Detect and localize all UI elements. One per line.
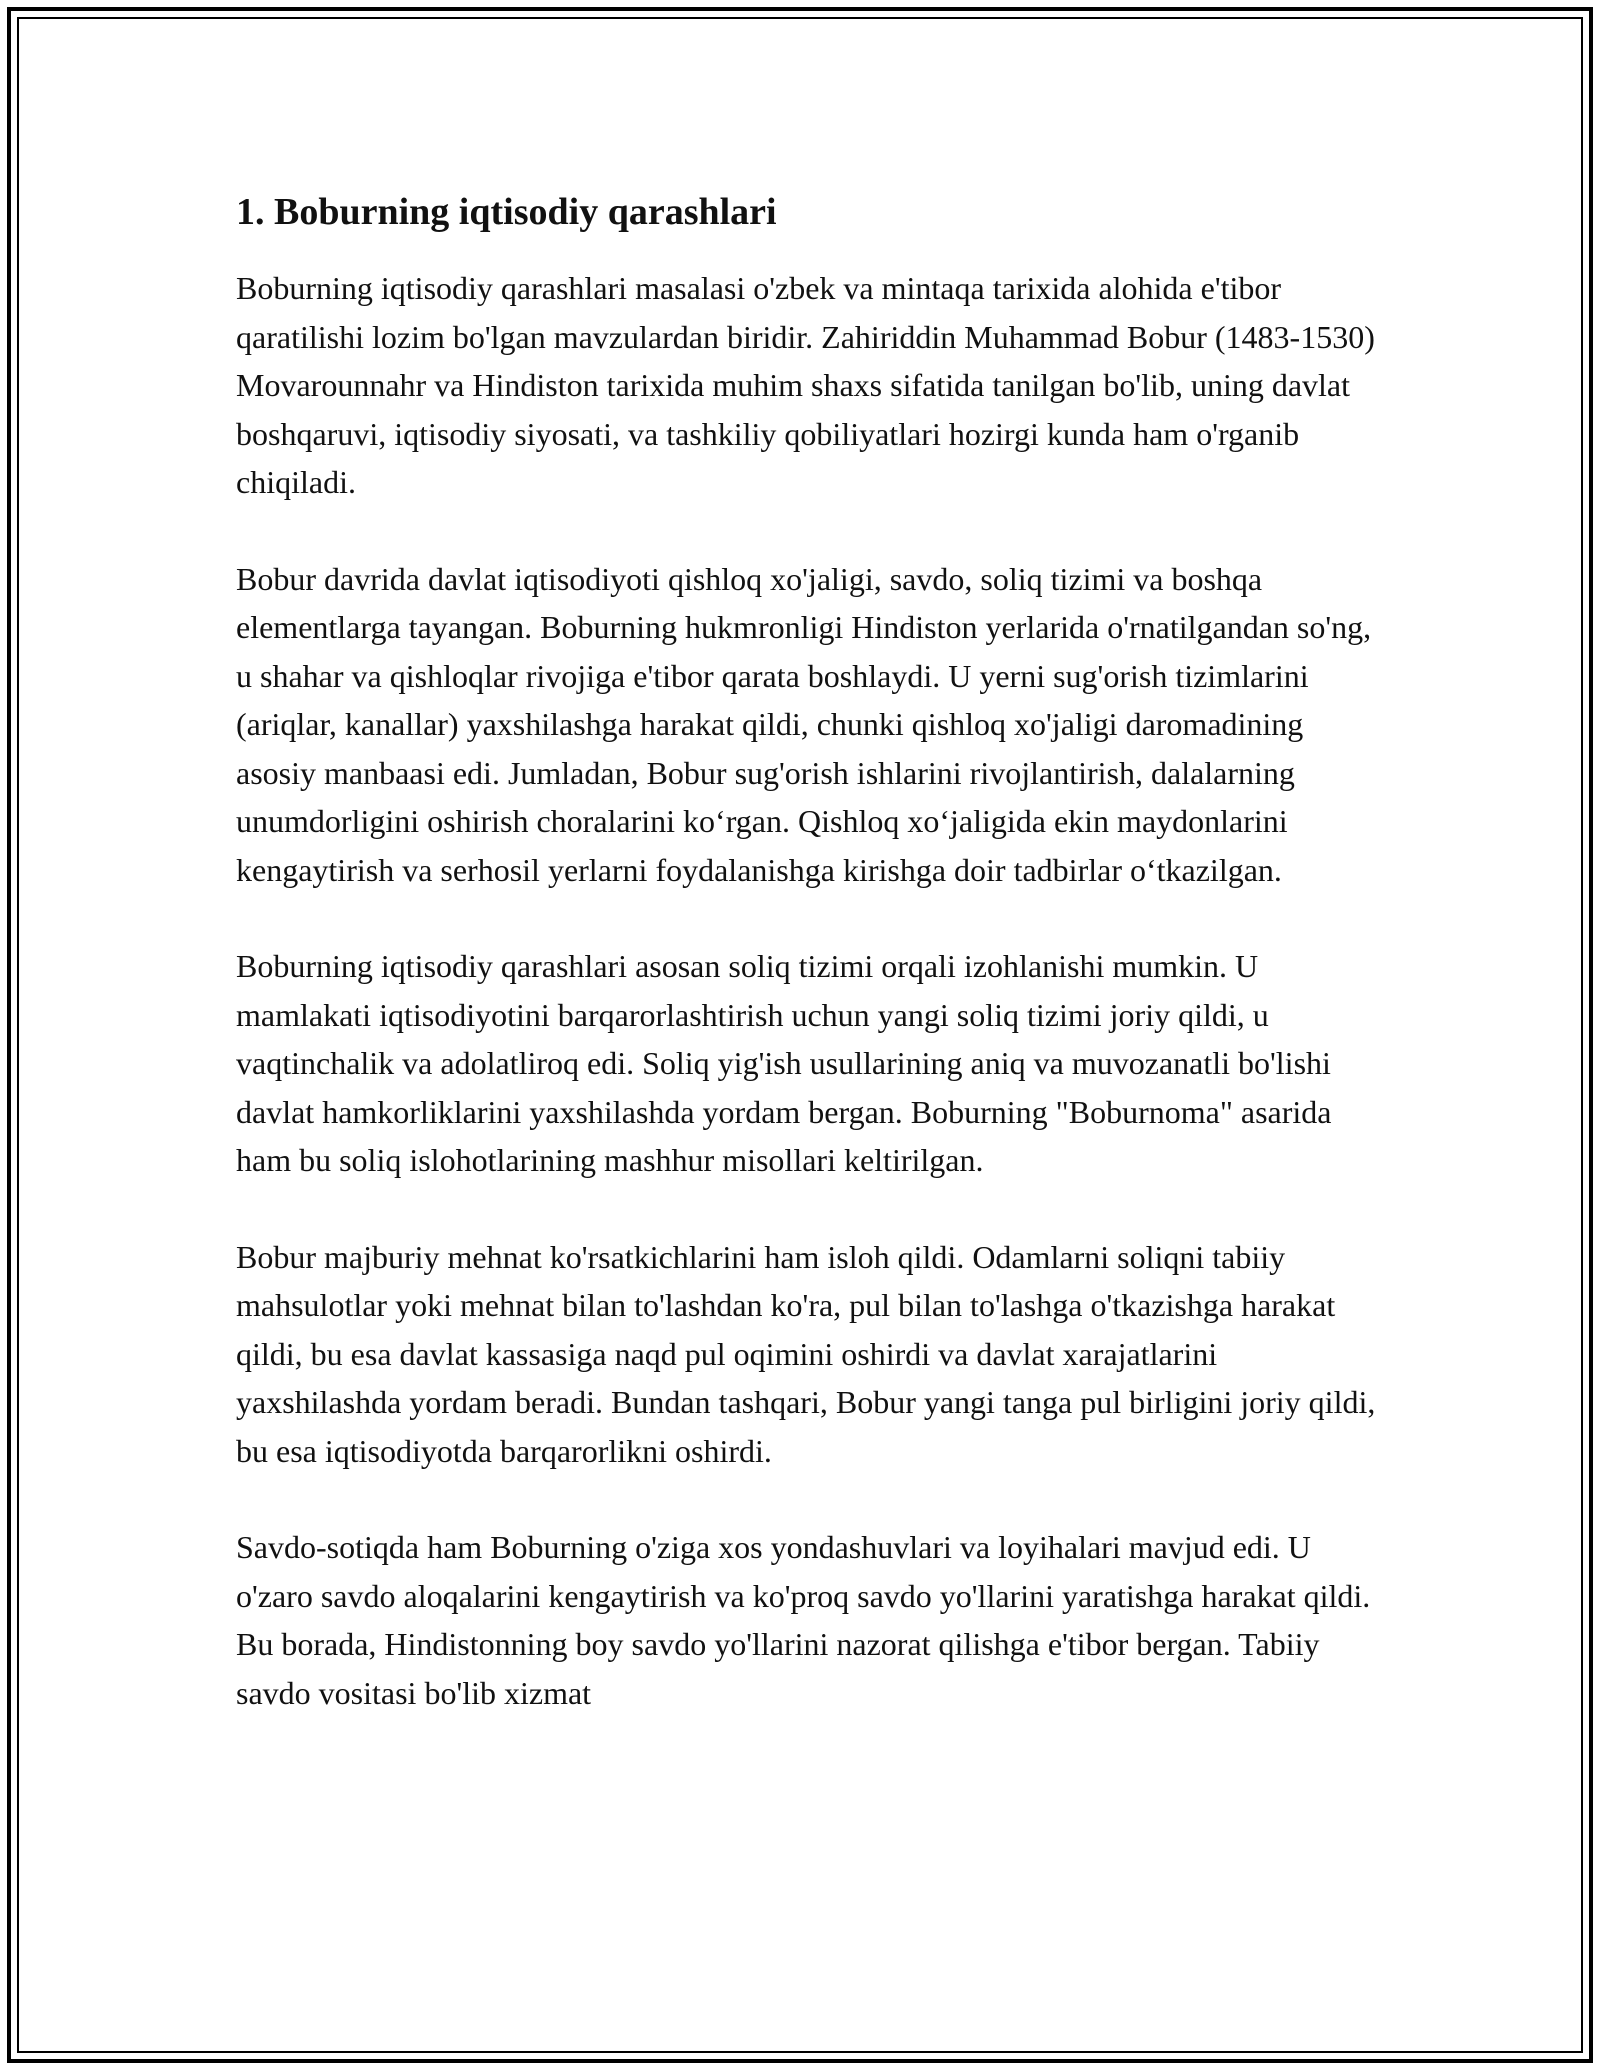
paragraph-trade: Savdo-sotiqda ham Boburning o'ziga xos yondashuvlari va loyihalari mavjud edi. U o'zaro savdo aloqalarini kengaytirish va ko'proq savdo yo'llarini yaratishga harakat qildi. Bu borada, Hindistonning boy savdo yo'llarini nazorat qilishga e'tibor bergan. Tabiiy savdo vositasi bo'lib xizmat bbox=[236, 1529, 1371, 1711]
paragraph-intro: Boburning iqtisodiy qarashlari masalasi o'zbek va mintaqa tarixida alohida e'tibor qaratilishi lozim bo'lgan mavzulardan biridir. Zahiriddin Muhammad Bobur (1483-1530) Movarounnahr va Hindiston tarixida muhim shaxs sifatida tanilgan bo'lib, uning davlat boshqaruvi, iqtisodiy siyosati, va tashkiliy qobiliyatlari hozirgi kunda ham o'rganib chiqiladi. bbox=[236, 270, 1375, 500]
section-heading: 1. Boburning iqtisodiy qarashlari bbox=[236, 191, 777, 233]
document-body bbox=[236, 188, 1376, 1765]
paragraph-agriculture: Bobur davrida davlat iqtisodiyoti qishloq xo'jaligi, savdo, soliq tizimi va boshqa elementlarga tayangan. Boburning hukmronligi Hindiston yerlarida o'rnatilgandan so'ng, u shahar va qishloqlar rivojiga e'tibor qarata boshlaydi. U yerni sug'orish tizimlarini (ariqlar, kanallar) yaxshilashga harakat qildi, chunki qishloq xo'jaligi daromadining asosiy manbaasi edi. Jumladan, Bobur sug'orish ishlarini rivojlantirish, dalalarning unumdorligini oshirish choralarini ko‘rgan. Qishloq xo‘jaligida ekin maydonlarini kengaytirish va serhosil yerlarni foydalanishga kirishga doir tadbirlar o‘tkazilgan. bbox=[236, 560, 1372, 888]
paragraph-labor-reform: Bobur majburiy mehnat ko'rsatkichlarini ham isloh qildi. Odamlarni soliqni tabiiy mahsulotlar yoki mehnat bilan to'lashdan ko'ra, pul bilan to'lashga o'tkazishga harakat qildi, bu esa davlat kassasiga naqd pul oqimini oshirdi va davlat xarajatlarini yaxshilashda yordam beradi. Bundan tashqari, Bobur yangi tanga pul birligini joriy qildi, bu esa iqtisodiyotda barqarorlikni oshirdi. bbox=[236, 1238, 1376, 1469]
paragraph-tax-system: Boburning iqtisodiy qarashlari asosan soliq tizimi orqali izohlanishi mumkin. U mamlakati iqtisodiyotini barqarorlashtirish uchun yangi soliq tizimi joriy qildi, u vaqtinchalik va adolatliroq edi. Soliq yig'ish usullarining aniq va muvozanatli bo'lishi davlat hamkorliklarini yaxshilashda yordam bergan. Boburning "Boburnoma" asarida ham bu soliq islohotlarining mashhur misollari keltirilgan. bbox=[236, 948, 1332, 1178]
